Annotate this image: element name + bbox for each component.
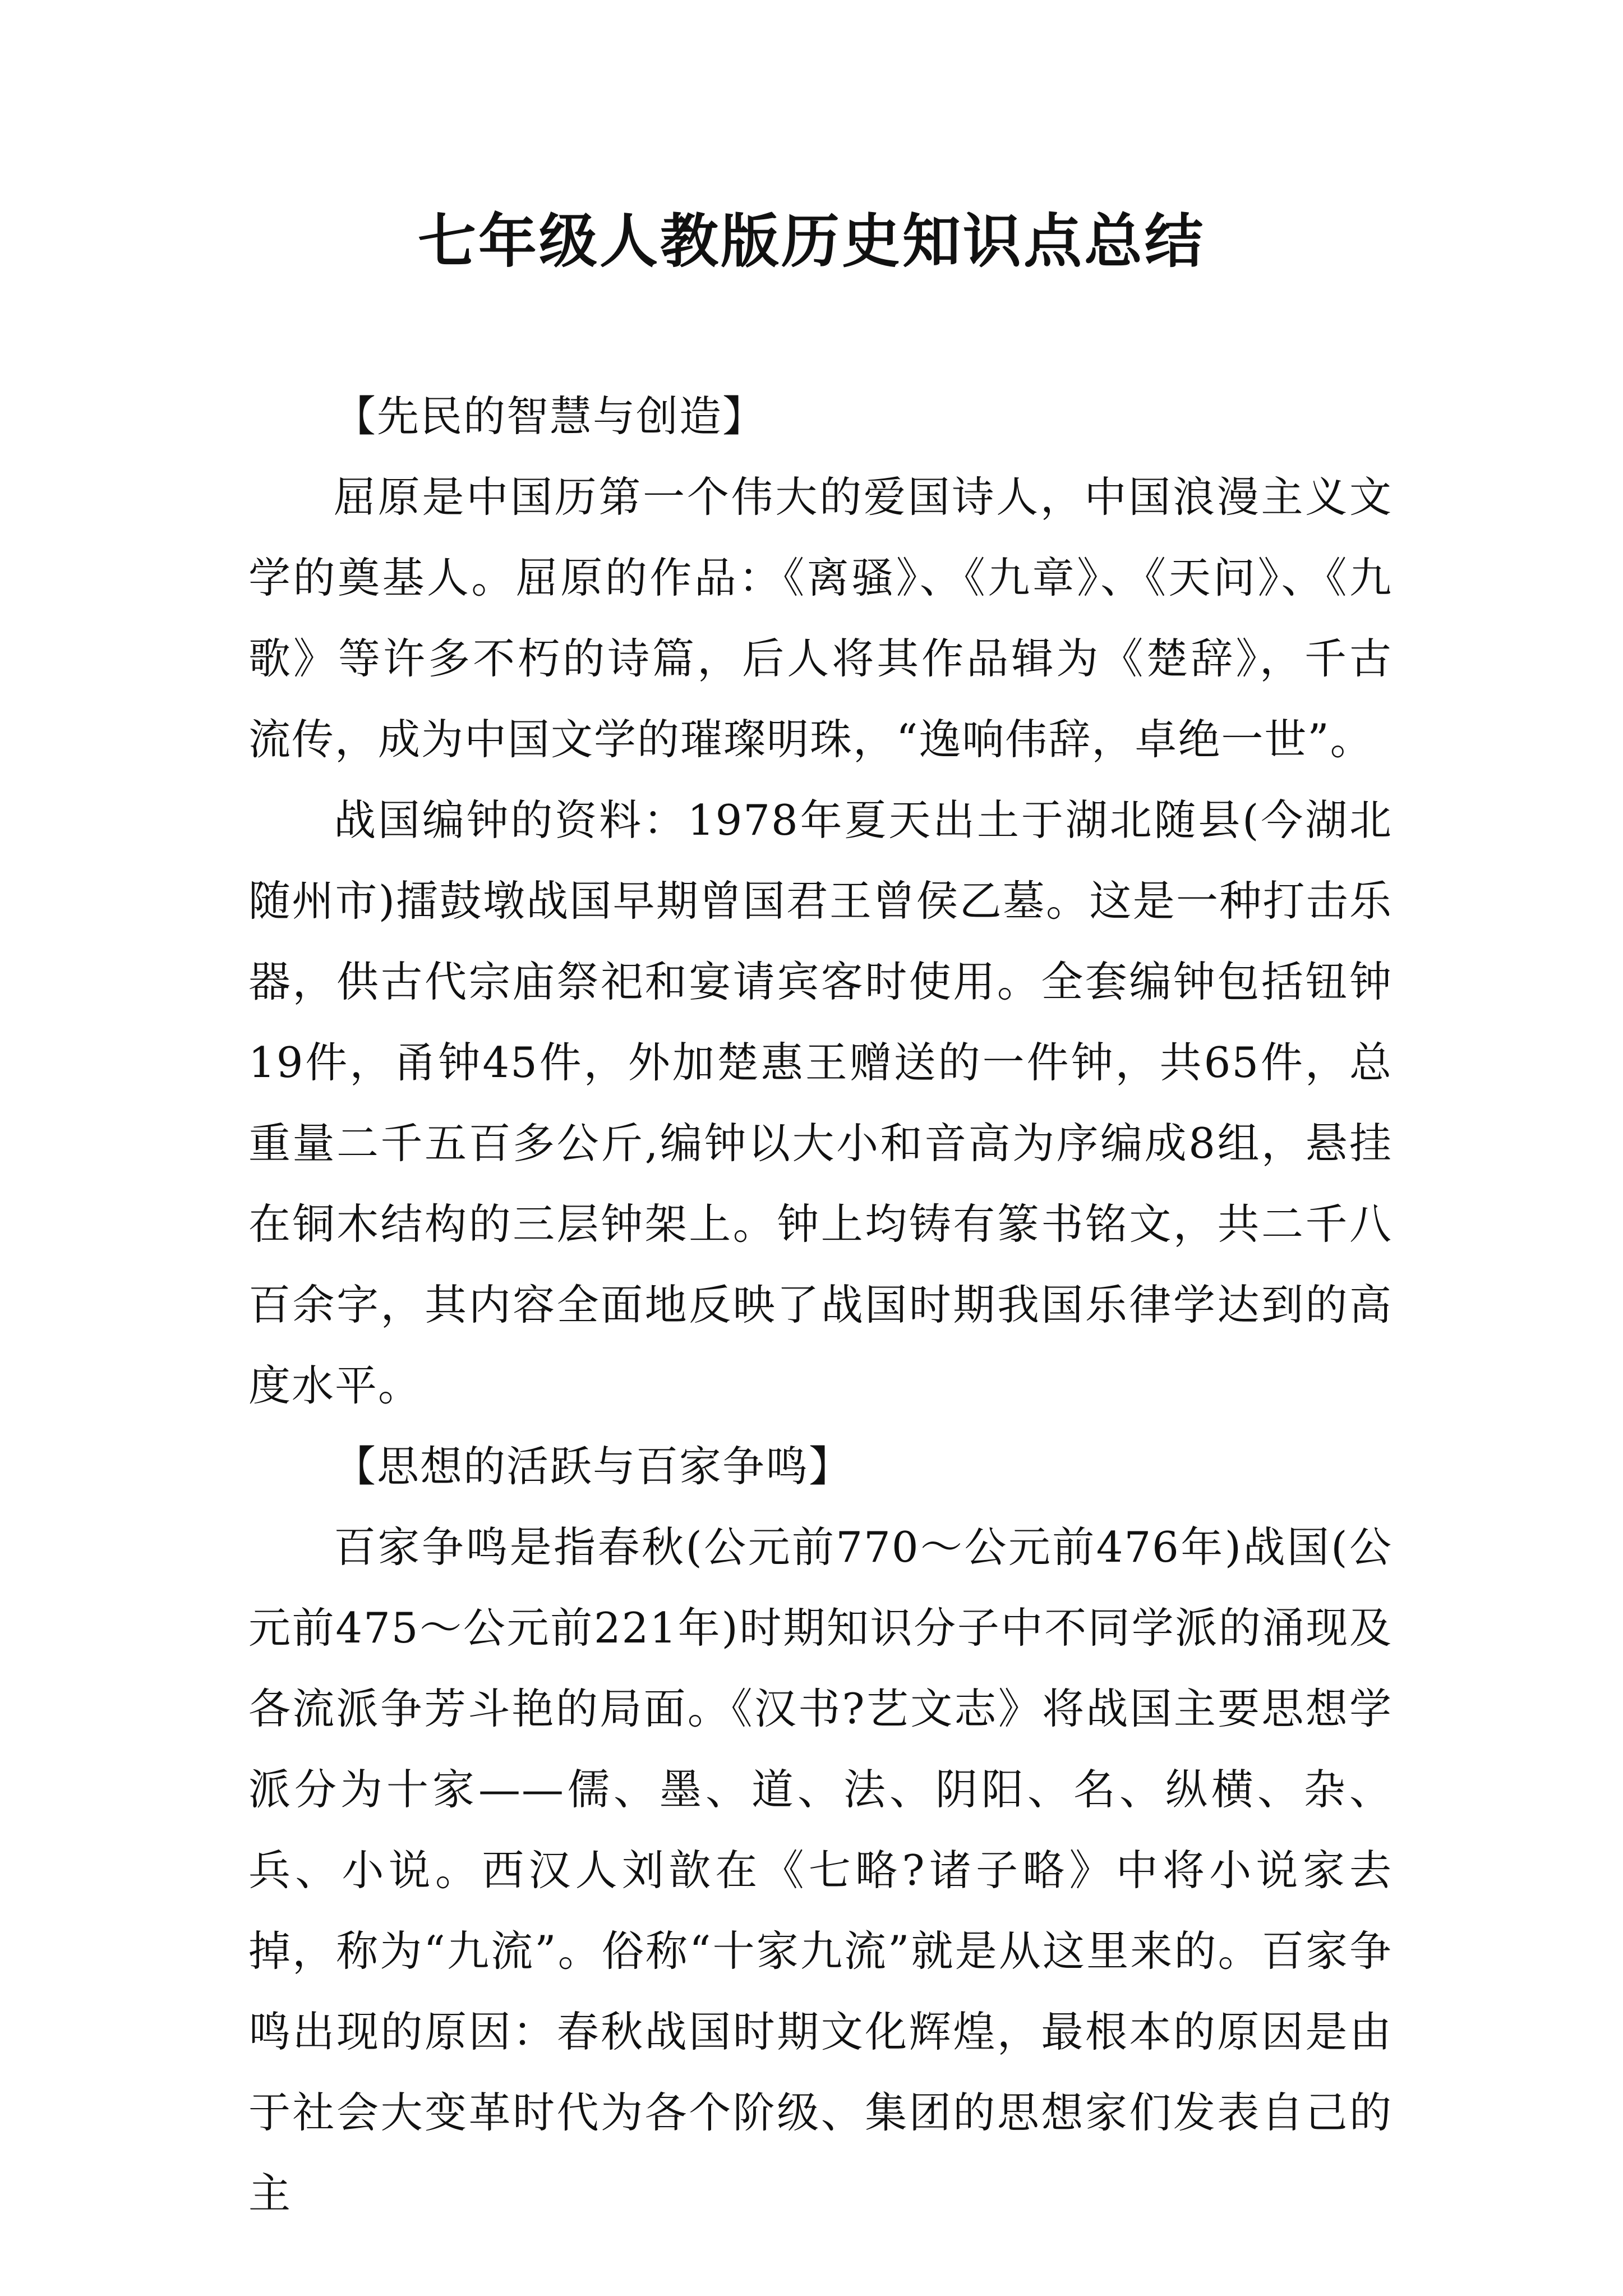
paragraph: 屈原是中国历第一个伟大的爱国诗人，中国浪漫主义文学的奠基人。屈原的作品：《离骚》、《九章》、《天问》、《九歌》等许多不朽的诗篇，后人将其作品辑为《楚辞》，千古流传，成为中国文学的璀璨明珠，“逸响伟辞，卓绝一世”。 — [248, 472, 1393, 764]
section-heading: 【思想的活跃与百家争鸣】 — [334, 1442, 852, 1491]
paragraph: 百家争鸣是指春秋(公元前770～公元前476年)战国(公元前475～公元前221年)时期知识分子中不同学派的涌现及各流派争芳斗艳的局面。《汉书?艺文志》将战国主要思想学派分为十家——儒、墨、道、法、阴阳、名、纵横、杂、兵、小说。西汉人刘歆在《七略?诸子略》中将小说家去掉，称为“九流”。俗称“十家九流”就是从这里来的。百家争鸣出现的原因：春秋战国时期文化辉煌，最根本的原因是由于社会大变革时代为各个阶级、集团的思想家们发表自己的主 — [248, 1522, 1393, 2218]
section-heading: 【先民的智慧与创造】 — [334, 392, 766, 441]
document-body — [248, 376, 1393, 2234]
paragraph: 战国编钟的资料：1978年夏天出土于湖北随县(今湖北随州市)擂鼓墩战国早期曾国君王曾侯乙墓。这是一种打击乐器，供古代宗庙祭祀和宴请宾客时使用。全套编钟包括钮钟19件，甬钟45件，外加楚惠王赠送的一件钟，共65件，总重量二千五百多公斤,编钟以大小和音高为序编成8组，悬挂在铜木结构的三层钟架上。钟上均铸有篆书铭文，共二千八百余字，其内容全面地反映了战国时期我国乐律学达到的高度水平。 — [248, 795, 1393, 1410]
document-title: 七年级人教版历史知识点总结 — [417, 206, 1205, 275]
